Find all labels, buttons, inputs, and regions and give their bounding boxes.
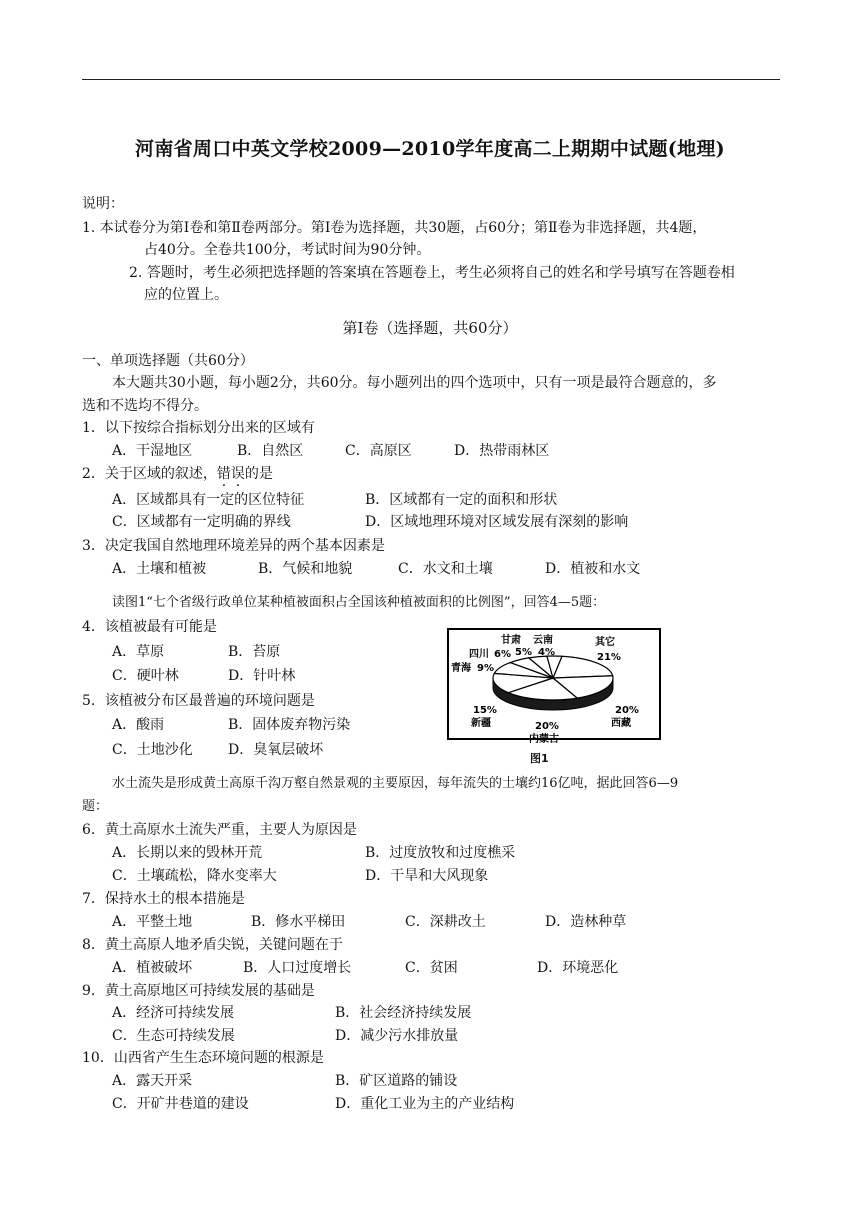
q5-option-c: C．土地沙化 (112, 742, 193, 758)
q6-option-a: A．长期以来的毁林开荒 (112, 845, 263, 861)
q2-option-d: D．区域地理环境对区域发展有深刻的影响 (365, 514, 629, 530)
q4-option-b: B．苔原 (228, 644, 281, 660)
q8-option-d: D．环境恶化 (537, 960, 619, 976)
q8-stem: 8．黄土高原人地矛盾尖锐，关键问题在于 (82, 937, 343, 953)
q7-option-c: C．深耕改土 (405, 914, 486, 930)
q1-option-a: A．干湿地区 (112, 443, 193, 459)
q2-option-b: B．区域都有一定的面积和形状 (365, 492, 558, 508)
figure-1-caption: 图1 (530, 752, 549, 765)
pie-percent-label-7: 4% (538, 647, 555, 658)
q1-option-c: C．高原区 (345, 443, 412, 459)
q10-option-b: B．矿区道路的铺设 (335, 1073, 458, 1089)
q9-stem: 9．黄土高原地区可持续发展的基础是 (82, 983, 315, 999)
q1-option-d: D．热带雨林区 (454, 443, 550, 459)
q7-option-d: D．造林种草 (545, 914, 627, 930)
part1-title: 第Ⅰ卷（选择题，共60分） (342, 319, 518, 337)
q4-option-c: C．硬叶林 (112, 668, 179, 684)
section-heading: 一、单项选择题（共60分） (82, 353, 254, 369)
pie-percent-label-6: 5% (515, 647, 532, 658)
q2-stem-emph-1: 错 (216, 466, 231, 482)
section-intro-line-2: 选和不选均不得分。 (82, 398, 208, 414)
q3-option-c: C．水文和土壤 (398, 561, 493, 577)
pie-percent-label-3: 15% (473, 705, 497, 716)
q5-stem: 5．该植被分布区最普遍的环境问题是 (82, 693, 315, 709)
q2-option-c: C．区域都有一定明确的界线 (112, 514, 291, 530)
pie-chart-svg (449, 630, 659, 745)
q9-option-b: B．社会经济持续发展 (335, 1005, 472, 1021)
q6-option-c: C．土壤疏松，降水变率大 (112, 868, 277, 884)
q2-stem (82, 464, 273, 484)
q2-stem-pre: 2．关于区域的叙述， (82, 466, 217, 482)
reading-prompt-2-line-2: 题： (82, 799, 109, 814)
pie-name-label-5: 四川 (469, 649, 489, 660)
notes-label: 说明： (82, 196, 124, 212)
q5-option-d: D．臭氧层破坏 (228, 742, 324, 758)
q1-stem: 1．以下按综合指标划分出来的区域有 (82, 420, 315, 436)
q5-option-b: B．固体废弃物污染 (228, 717, 351, 733)
pie-percent-label-2: 20% (535, 721, 559, 732)
pie-name-label-3: 新疆 (471, 718, 491, 729)
q8-option-a: A．植被破坏 (112, 960, 193, 976)
q4-option-d: D．针叶林 (228, 668, 296, 684)
pie-name-label-0: 其它 (595, 637, 615, 648)
q4-option-a: A．草原 (112, 644, 165, 660)
q1-option-b: B．自然区 (237, 443, 304, 459)
note-1-line-1: 1. 本试卷分为第Ⅰ卷和第Ⅱ卷两部分。第Ⅰ卷为选择题，共30题，占60分；第Ⅱ卷为非选择题，共4题， (82, 220, 707, 236)
q5-option-a: A．酸雨 (112, 717, 165, 733)
note-1-line-2: 占40分。全卷共100分，考试时间为90分钟。 (144, 242, 431, 258)
pie-percent-label-1: 20% (615, 705, 639, 716)
note-2-line-2: 应的位置上。 (144, 287, 228, 303)
q6-option-b: B．过度放牧和过度樵采 (365, 845, 516, 861)
q3-option-d: D．植被和水文 (545, 561, 641, 577)
q3-option-a: A．土壤和植被 (112, 561, 207, 577)
pie-percent-label-4: 9% (477, 663, 494, 674)
reading-prompt-2-line-1: 水土流失是形成黄土高原千沟万壑自然景观的主要原因，每年流失的土壤约16亿吨，据此回答6—9 (112, 776, 679, 791)
pie-name-label-1: 西藏 (611, 718, 631, 729)
page-title: 河南省周口中英文学校2009—2010学年度高二上期期中试题(地理) (135, 138, 725, 160)
q6-stem: 6．黄土高原水土流失严重，主要人为原因是 (82, 822, 357, 838)
q6-option-d: D．干旱和大风现象 (365, 868, 489, 884)
q4-stem: 4．该植被最有可能是 (82, 619, 217, 635)
figure-1-pie-chart (447, 628, 661, 745)
pie-name-label-6: 甘肃 (501, 635, 521, 646)
pie-name-label-4: 青海 (451, 663, 471, 674)
q7-option-b: B．修水平梯田 (251, 914, 346, 930)
q2-stem-post: 的是 (244, 466, 273, 482)
pie-name-label-7: 云南 (533, 635, 553, 646)
q3-stem: 3．决定我国自然地理环境差异的两个基本因素是 (82, 538, 385, 554)
pie-percent-label-0: 21% (597, 652, 621, 663)
q8-option-b: B．人口过度增长 (243, 960, 352, 976)
q9-option-d: D．减少污水排放量 (335, 1028, 459, 1044)
q9-option-a: A．经济可持续发展 (112, 1005, 235, 1021)
section-intro-line-1: 本大题共30小题，每小题2分，共60分。每小题列出的四个选项中，只有一项是最符合题意的，多 (112, 375, 717, 391)
q10-option-c: C．开矿井巷道的建设 (112, 1096, 249, 1112)
q9-option-c: C．生态可持续发展 (112, 1028, 235, 1044)
pie-percent-label-5: 6% (494, 649, 511, 660)
q10-option-d: D．重化工业为主的产业结构 (335, 1096, 515, 1112)
q10-stem: 10．山西省产生生态环境问题的根源是 (82, 1050, 324, 1066)
q7-option-a: A．平整土地 (112, 914, 193, 930)
pie-name-label-2: 内蒙古 (529, 734, 559, 745)
q7-stem: 7．保持水土的根本措施是 (82, 891, 245, 907)
reading-prompt-1: 读图1“七个省级行政单位某种植被面积占全国该种植被面积的比例图”，回答4—5题： (112, 595, 606, 610)
q10-option-a: A．露天开采 (112, 1073, 193, 1089)
q8-option-c: C．贫困 (405, 960, 458, 976)
note-2-line-1: 2. 答题时，考生必须把选择题的答案填在答题卷上，考生必须将自己的姓名和学号填写在答题卷相 (129, 265, 735, 281)
q3-option-b: B．气候和地貌 (258, 561, 353, 577)
header-rule (82, 79, 780, 80)
q2-option-a: A．区域都具有一定的区位特征 (112, 492, 305, 508)
q2-stem-emph-2: 误 (230, 466, 245, 482)
